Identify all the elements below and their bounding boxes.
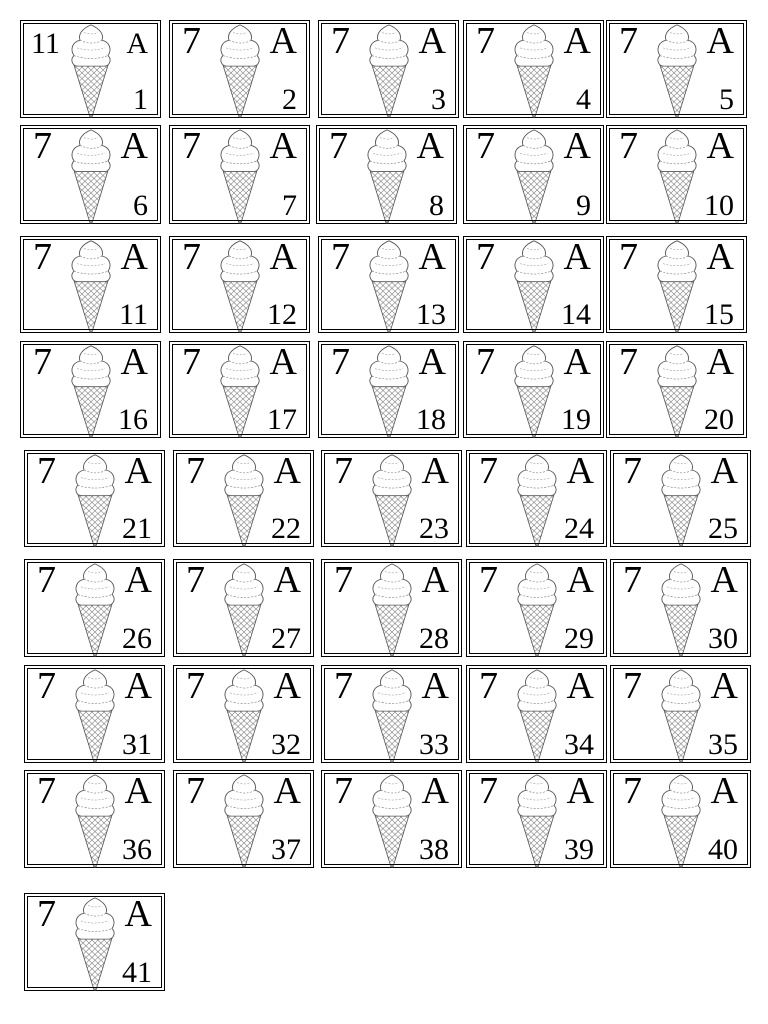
card-letter: A (273, 770, 301, 812)
card-index: 40 (708, 833, 738, 866)
card-letter: A (421, 559, 449, 601)
card-letter: A (710, 450, 738, 492)
ice-cream-cone-icon (217, 771, 271, 867)
card-index: 4 (576, 83, 591, 116)
ice-cream-cone-icon (68, 771, 122, 867)
card-index: 27 (271, 622, 301, 655)
card-index: 29 (564, 622, 594, 655)
card-number: 7 (182, 20, 201, 62)
card-index: 18 (416, 403, 446, 436)
card-index: 1 (133, 83, 148, 116)
card-number: 7 (182, 125, 201, 167)
card-letter: A (706, 20, 734, 62)
card-index: 5 (719, 83, 734, 116)
ice-cream-cone-icon (213, 126, 267, 223)
ice-cream-card (20, 341, 161, 438)
ice-cream-cone-icon (507, 126, 561, 223)
card-index: 32 (271, 728, 301, 761)
ice-cream-cone-icon (650, 21, 704, 117)
card-number: 7 (479, 770, 498, 812)
ice-cream-card (24, 893, 165, 991)
ice-cream-cone-icon (650, 342, 704, 437)
card-letter: A (421, 665, 449, 707)
card-index: 25 (708, 512, 738, 545)
ice-cream-cone-icon (362, 21, 416, 117)
ice-cream-cone-icon (654, 451, 708, 546)
ice-cream-cone-icon (654, 771, 708, 867)
card-number: 7 (623, 665, 642, 707)
card-letter: A (563, 341, 591, 383)
ice-cream-cone-icon (213, 342, 267, 437)
card-index: 8 (429, 189, 444, 222)
card-index: 2 (282, 83, 297, 116)
card-number: 7 (334, 665, 353, 707)
ice-cream-card (466, 559, 607, 657)
ice-cream-card (173, 450, 314, 547)
card-letter: A (124, 893, 152, 935)
card-letter: A (710, 770, 738, 812)
card-letter: A (416, 125, 444, 167)
card-number: 7 (33, 125, 52, 167)
card-letter: A (418, 341, 446, 383)
card-number: 7 (479, 450, 498, 492)
card-number: 7 (476, 236, 495, 278)
card-letter: A (418, 20, 446, 62)
ice-cream-cone-icon (68, 666, 122, 762)
ice-cream-card (463, 236, 604, 333)
card-number: 7 (331, 236, 350, 278)
card-letter: A (120, 125, 148, 167)
card-index: 16 (118, 403, 148, 436)
card-number: 7 (479, 665, 498, 707)
card-number: 7 (329, 125, 348, 167)
ice-cream-card (606, 236, 747, 333)
ice-cream-card (20, 125, 161, 224)
ice-cream-card (24, 559, 165, 657)
ice-cream-card (316, 125, 457, 224)
card-index: 39 (564, 833, 594, 866)
card-index: 9 (576, 189, 591, 222)
card-number: 7 (37, 559, 56, 601)
ice-cream-card (169, 236, 310, 333)
ice-cream-cone-icon (510, 771, 564, 867)
card-number: 7 (331, 20, 350, 62)
ice-cream-card (610, 770, 751, 868)
ice-cream-cone-icon (510, 560, 564, 656)
ice-cream-card (610, 559, 751, 657)
ice-cream-card (173, 770, 314, 868)
card-number: 7 (186, 665, 205, 707)
card-index: 15 (704, 298, 734, 331)
card-index: 6 (133, 189, 148, 222)
card-index: 26 (122, 622, 152, 655)
card-index: 31 (122, 728, 152, 761)
ice-cream-cone-icon (654, 666, 708, 762)
card-number: 7 (623, 770, 642, 812)
card-number: 7 (623, 450, 642, 492)
ice-cream-card (24, 450, 165, 547)
ice-cream-cone-icon (365, 560, 419, 656)
card-letter: A (566, 559, 594, 601)
card-letter: A (269, 20, 297, 62)
card-number: 7 (619, 341, 638, 383)
card-index: 38 (419, 833, 449, 866)
card-number: 7 (186, 770, 205, 812)
ice-cream-cone-icon (360, 126, 414, 223)
card-number: 7 (619, 20, 638, 62)
card-letter: A (563, 20, 591, 62)
card-letter: A (126, 27, 148, 60)
ice-cream-cone-icon (365, 451, 419, 546)
ice-cream-card (20, 20, 161, 118)
card-number: 7 (476, 125, 495, 167)
ice-cream-cone-icon (64, 21, 118, 117)
card-index: 11 (119, 298, 148, 331)
card-number: 7 (37, 893, 56, 935)
card-number: 7 (476, 341, 495, 383)
ice-cream-cone-icon (217, 560, 271, 656)
card-letter: A (421, 450, 449, 492)
card-index: 34 (564, 728, 594, 761)
ice-cream-cone-icon (365, 771, 419, 867)
card-letter: A (710, 665, 738, 707)
card-index: 17 (267, 403, 297, 436)
card-index: 14 (561, 298, 591, 331)
card-letter: A (563, 236, 591, 278)
ice-cream-cone-icon (217, 451, 271, 546)
ice-cream-card (318, 341, 459, 438)
card-letter: A (273, 450, 301, 492)
ice-cream-cone-icon (507, 21, 561, 117)
ice-cream-cone-icon (650, 237, 704, 332)
card-index: 33 (419, 728, 449, 761)
card-letter: A (566, 665, 594, 707)
card-number: 7 (623, 559, 642, 601)
card-index: 19 (561, 403, 591, 436)
ice-cream-card (20, 236, 161, 333)
ice-cream-card (321, 665, 462, 763)
ice-cream-cone-icon (654, 560, 708, 656)
ice-cream-cone-icon (650, 126, 704, 223)
ice-cream-card (24, 665, 165, 763)
card-letter: A (269, 341, 297, 383)
ice-cream-card (169, 125, 310, 224)
card-letter: A (124, 665, 152, 707)
card-number: 7 (186, 450, 205, 492)
ice-cream-cone-icon (68, 894, 122, 990)
card-letter: A (120, 341, 148, 383)
ice-cream-card (318, 20, 459, 118)
card-index: 28 (419, 622, 449, 655)
card-letter: A (124, 559, 152, 601)
ice-cream-card (321, 770, 462, 868)
ice-cream-card (610, 450, 751, 547)
card-letter: A (273, 665, 301, 707)
card-number: 11 (31, 27, 60, 60)
card-index: 23 (419, 512, 449, 545)
card-number: 7 (479, 559, 498, 601)
card-index: 13 (416, 298, 446, 331)
card-letter: A (566, 450, 594, 492)
ice-cream-card (606, 125, 747, 224)
card-letter: A (563, 125, 591, 167)
card-letter: A (706, 341, 734, 383)
ice-cream-card (173, 665, 314, 763)
card-number: 7 (33, 341, 52, 383)
card-index: 37 (271, 833, 301, 866)
card-index: 12 (267, 298, 297, 331)
ice-cream-card (173, 559, 314, 657)
card-letter: A (273, 559, 301, 601)
card-number: 7 (619, 236, 638, 278)
card-index: 35 (708, 728, 738, 761)
ice-cream-cone-icon (64, 237, 118, 332)
ice-cream-card (466, 450, 607, 547)
card-letter: A (421, 770, 449, 812)
ice-cream-cone-icon (510, 451, 564, 546)
ice-cream-card (463, 20, 604, 118)
ice-cream-card (466, 665, 607, 763)
card-number: 7 (334, 770, 353, 812)
card-number: 7 (619, 125, 638, 167)
card-number: 7 (33, 236, 52, 278)
ice-cream-cone-icon (507, 237, 561, 332)
card-index: 41 (122, 956, 152, 989)
ice-cream-card (463, 125, 604, 224)
ice-cream-cone-icon (213, 21, 267, 117)
card-index: 30 (708, 622, 738, 655)
ice-cream-cone-icon (362, 342, 416, 437)
ice-cream-cone-icon (365, 666, 419, 762)
card-letter: A (120, 236, 148, 278)
card-number: 7 (331, 341, 350, 383)
card-number: 7 (334, 450, 353, 492)
card-number: 7 (37, 770, 56, 812)
card-index: 24 (564, 512, 594, 545)
ice-cream-card (169, 341, 310, 438)
ice-cream-card (321, 450, 462, 547)
ice-cream-cone-icon (68, 560, 122, 656)
card-letter: A (269, 125, 297, 167)
ice-cream-cone-icon (217, 666, 271, 762)
card-number: 7 (37, 665, 56, 707)
card-letter: A (269, 236, 297, 278)
card-letter: A (566, 770, 594, 812)
card-number: 7 (334, 559, 353, 601)
card-index: 21 (122, 512, 152, 545)
card-letter: A (710, 559, 738, 601)
card-number: 7 (182, 341, 201, 383)
ice-cream-cone-icon (510, 666, 564, 762)
ice-cream-card (606, 20, 747, 118)
ice-cream-cone-icon (213, 237, 267, 332)
ice-cream-card (606, 341, 747, 438)
ice-cream-cone-icon (68, 451, 122, 546)
ice-cream-cone-icon (64, 342, 118, 437)
card-number: 7 (186, 559, 205, 601)
card-letter: A (418, 236, 446, 278)
card-letter: A (124, 770, 152, 812)
card-number: 7 (182, 236, 201, 278)
ice-cream-card (321, 559, 462, 657)
ice-cream-card (610, 665, 751, 763)
card-index: 7 (282, 189, 297, 222)
card-index: 10 (704, 189, 734, 222)
card-index: 22 (271, 512, 301, 545)
ice-cream-card (318, 236, 459, 333)
card-number: 7 (476, 20, 495, 62)
card-index: 3 (431, 83, 446, 116)
card-number: 7 (37, 450, 56, 492)
ice-cream-card (463, 341, 604, 438)
ice-cream-card (169, 20, 310, 118)
ice-cream-cone-icon (362, 237, 416, 332)
ice-cream-card (466, 770, 607, 868)
card-letter: A (124, 450, 152, 492)
ice-cream-cone-icon (64, 126, 118, 223)
card-letter: A (706, 125, 734, 167)
card-index: 36 (122, 833, 152, 866)
ice-cream-card (24, 770, 165, 868)
card-letter: A (706, 236, 734, 278)
ice-cream-cone-icon (507, 342, 561, 437)
card-index: 20 (704, 403, 734, 436)
